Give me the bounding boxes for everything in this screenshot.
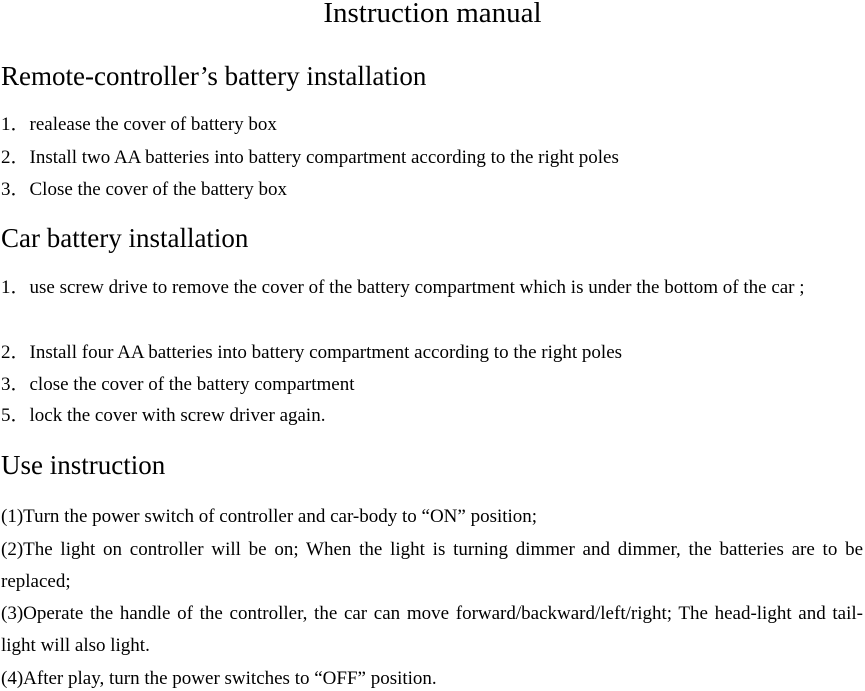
use-step-2: (2)The light on controller will be on; When the light is turning dimmer and dimmer, the batteries are to be replaced; [1,539,863,592]
remote-step-1: 1．realease the cover of battery box [1,114,277,135]
car-step-1: 1．use screw drive to remove the cover of the battery compartment which is under the bottom of the car ; [1,277,805,298]
car-step-5: 5．lock the cover with screw driver again. [1,405,326,426]
car-battery-heading: Car battery installation [1,223,249,253]
use-step-1: (1)Turn the power switch of controller and car-body to “ON” position; [1,506,538,527]
car-step-2: 2．Install four AA batteries into battery compartment according to the right poles [1,342,623,363]
remote-step-3: 3．Close the cover of the battery box [1,179,287,200]
page-title: Instruction manual [323,0,542,29]
use-step-4: (4)After play, turn the power switches to “OFF” position. [1,668,437,689]
remote-battery-heading: Remote-controller’s battery installation [1,61,427,91]
remote-step-2: 2．Install two AA batteries into battery compartment according to the right poles [1,147,619,168]
car-step-3: 3．close the cover of the battery compartment [1,374,355,395]
use-instruction-heading: Use instruction [1,450,166,480]
use-step-3: (3)Operate the handle of the controller, the car can move forward/backward/left/right; The head-light and tail-light will also light. [1,603,863,656]
